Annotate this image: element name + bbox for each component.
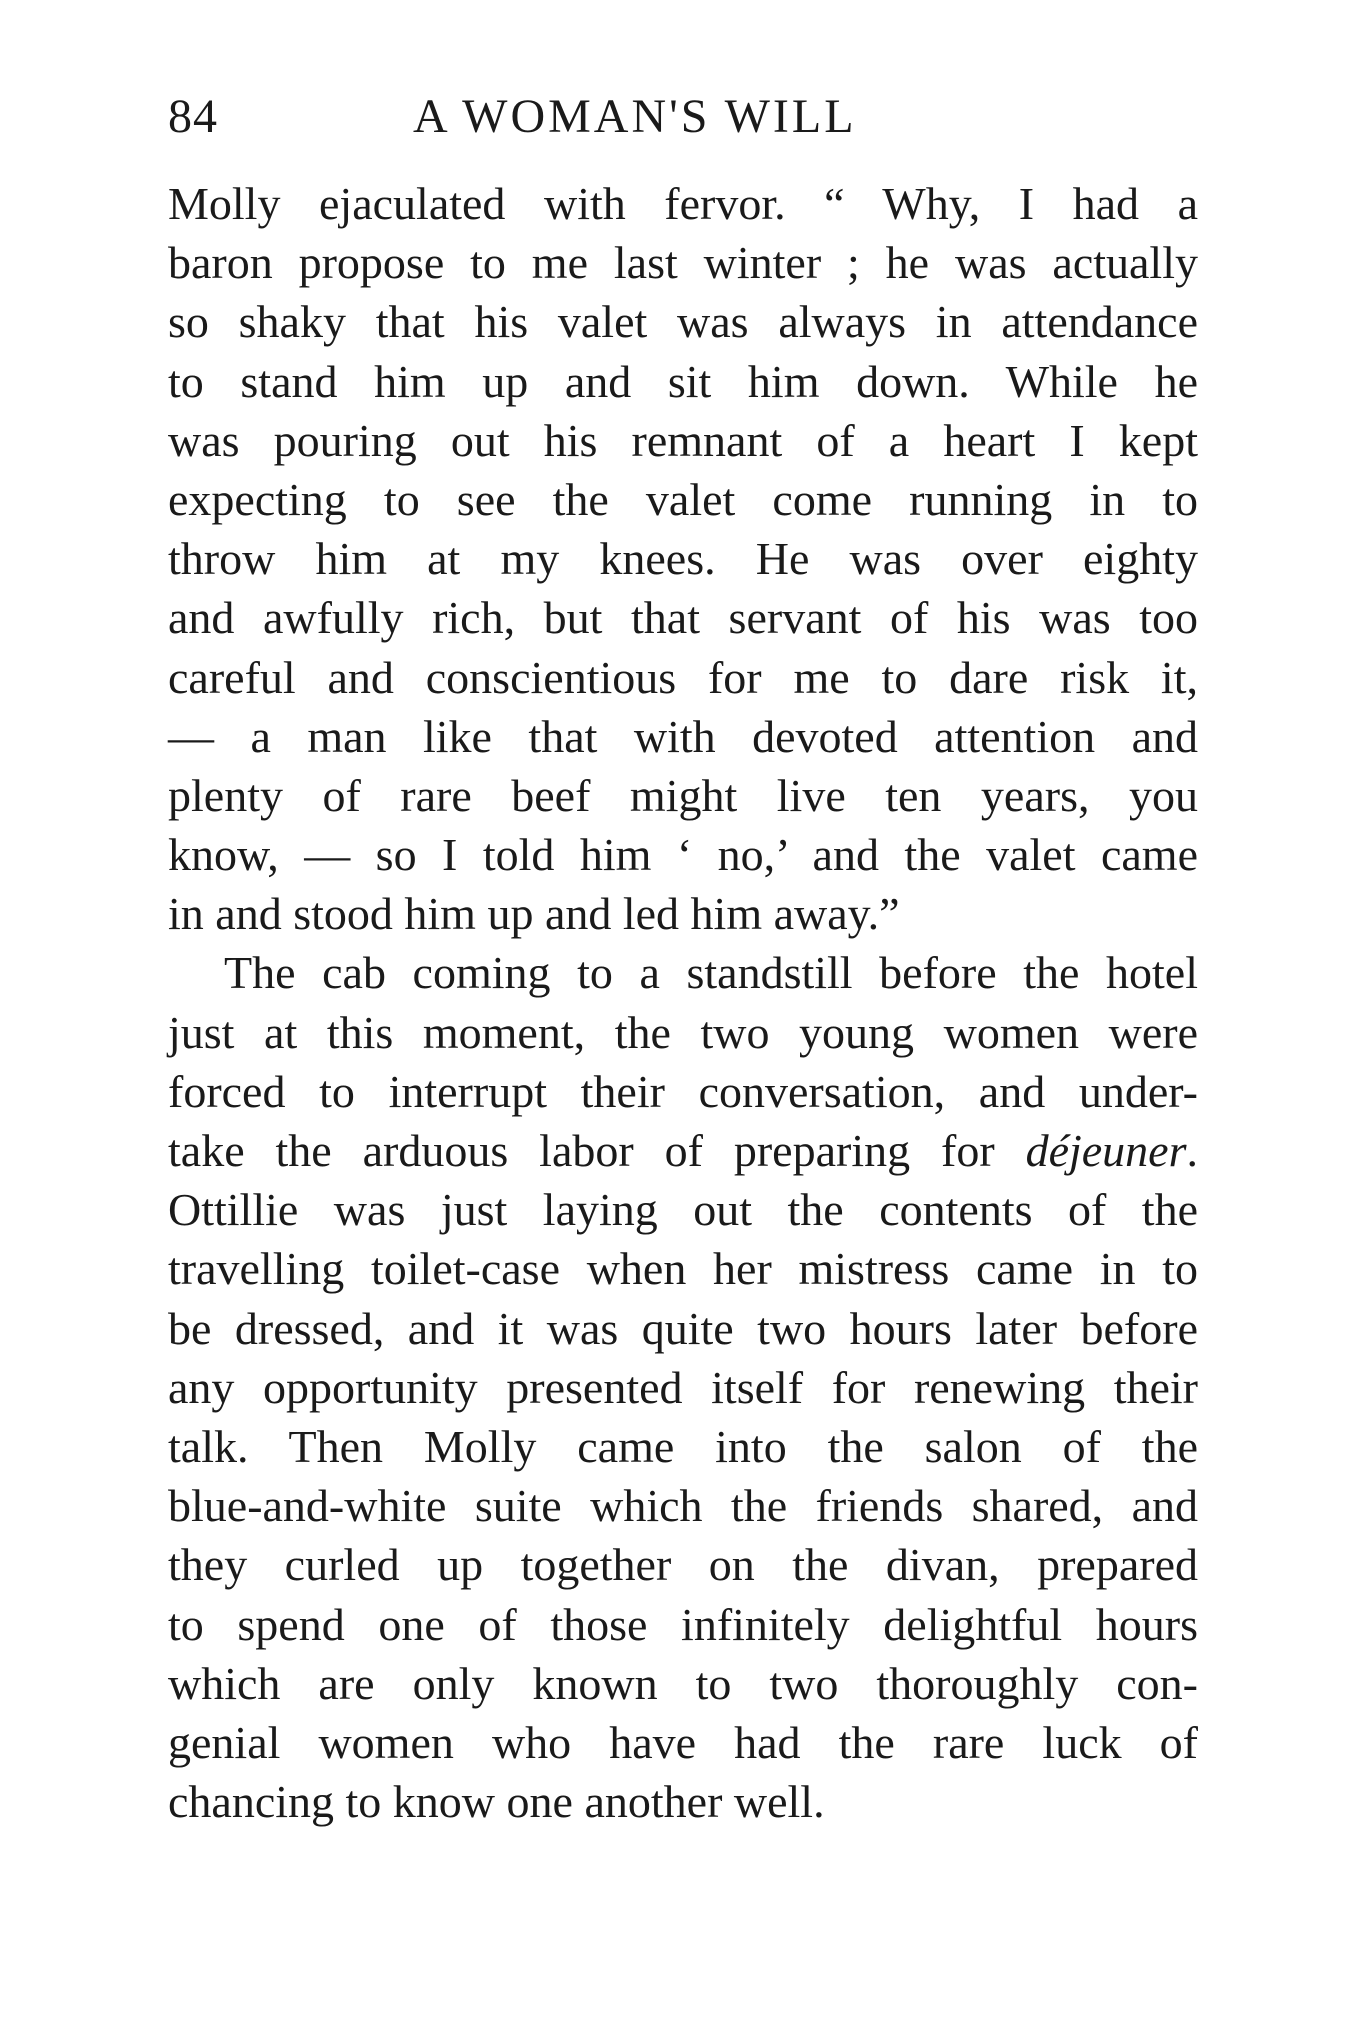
italic-word: déjeuner [1025, 1125, 1187, 1176]
text-line: to stand him up and sit him down. While he [168, 355, 1198, 407]
running-title: A WOMAN'S WILL [413, 90, 857, 143]
text-line: know, — so I told him ‘ no,’ and the valet came [168, 829, 1198, 881]
text-line: be dressed, and it was quite two hours later before [168, 1302, 1198, 1354]
text-line: was pouring out his remnant of a heart I kept [168, 414, 1198, 466]
text-line: careful and conscientious for me to dare risk it, [168, 651, 1198, 703]
text-line: any opportunity presented itself for renewing their [168, 1361, 1198, 1413]
text-line: they curled up together on the divan, prepared [168, 1539, 1198, 1591]
text-line: expecting to see the valet come running in to [168, 473, 1198, 525]
text-line: which are only known to two thoroughly con- [168, 1657, 1198, 1709]
text-segment: take the arduous labor of preparing for [168, 1125, 1026, 1176]
text-line: chancing to know one another well. [168, 1776, 825, 1828]
text-line: to spend one of those infinitely delightful hours [168, 1598, 1198, 1650]
page-number: 84 [168, 90, 218, 143]
paragraph-start-line: The cab coming to a standstill before the hotel [224, 947, 1198, 999]
text-line: so shaky that his valet was always in attendance [168, 296, 1198, 348]
page-header [168, 82, 1198, 152]
text-line: just at this moment, the two young women were [168, 1006, 1198, 1058]
text-line-with-italic [168, 1121, 1198, 1180]
text-line: genial women who have had the rare luck of [168, 1716, 1198, 1768]
text-line: Ottillie was just laying out the contents of the [168, 1184, 1198, 1236]
text-line: Molly ejaculated with fervor. “ Why, I had a [168, 178, 1198, 229]
body-text [168, 174, 1198, 1831]
text-line: baron propose to me last winter ; he was actually [168, 237, 1198, 289]
text-line: — a man like that with devoted attention and [168, 710, 1198, 762]
text-line: forced to interrupt their conversation, and under- [168, 1065, 1198, 1117]
text-line: travelling toilet-case when her mistress came in to [168, 1243, 1198, 1295]
text-line: talk. Then Molly came into the salon of the [168, 1420, 1198, 1472]
text-line: in and stood him up and led him away.” [168, 888, 900, 940]
text-segment: . [1186, 1125, 1198, 1176]
text-line: and awfully rich, but that servant of his was too [168, 592, 1198, 644]
text-line: plenty of rare beef might live ten years, you [168, 769, 1198, 821]
text-line: throw him at my knees. He was over eighty [168, 533, 1198, 585]
text-line: blue-and-white suite which the friends shared, and [168, 1480, 1198, 1532]
